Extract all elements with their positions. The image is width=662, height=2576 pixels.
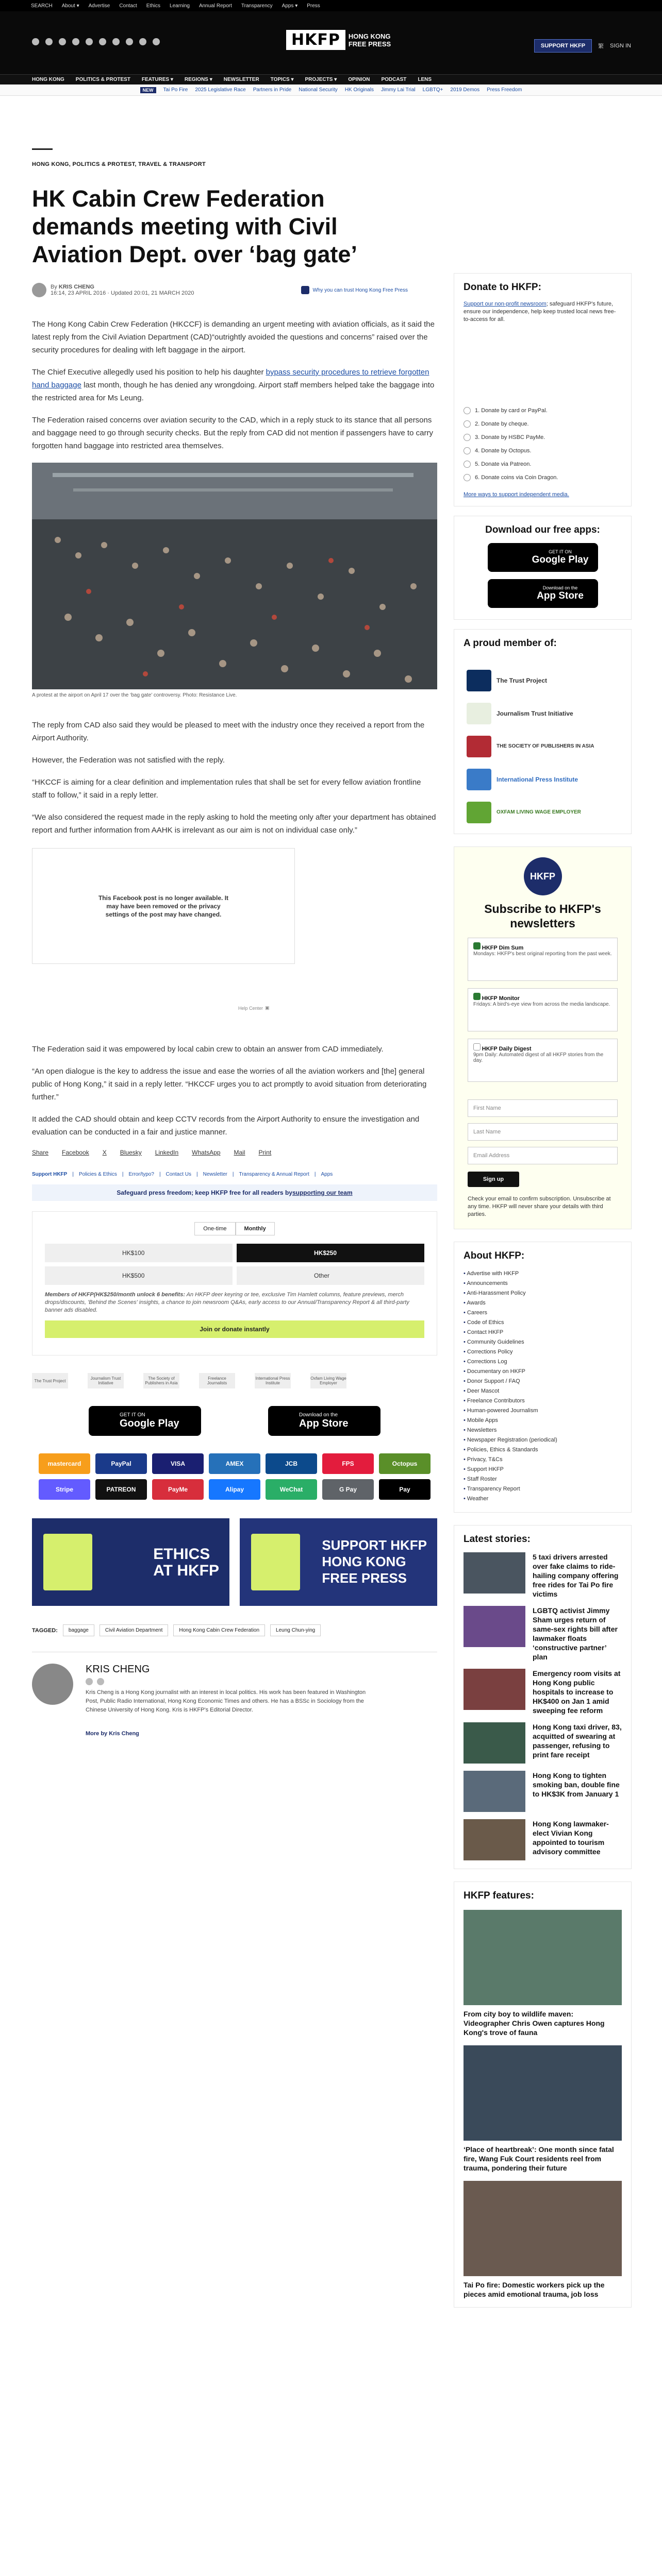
payment-logo: WeChat bbox=[266, 1479, 317, 1500]
site-logo[interactable] bbox=[286, 30, 391, 50]
nav-politics[interactable]: POLITICS & PROTEST bbox=[75, 77, 130, 82]
first-name-input[interactable]: First Name bbox=[468, 1099, 618, 1117]
last-name-input[interactable]: Last Name bbox=[468, 1123, 618, 1141]
sopa-logo[interactable]: THE SOCIETY OF PUBLISHERS IN ASIA bbox=[467, 736, 619, 757]
about-link[interactable]: • Contact HKFP bbox=[464, 1328, 622, 1337]
telegram-icon[interactable] bbox=[99, 38, 106, 45]
jti-logo[interactable]: Journalism Trust Initiative bbox=[88, 1373, 124, 1388]
tag-link[interactable]: Leung Chun-ying bbox=[270, 1624, 321, 1636]
nav-topics[interactable]: TOPICS ▾ bbox=[270, 77, 294, 82]
paragraph: “HKCCF is aiming for a clear definition and implementation rules that shall be set for every fellow aviation frontline staff to follow,” it said in a reply letter. bbox=[32, 778, 421, 800]
author-social bbox=[86, 1678, 104, 1685]
article-photo[interactable] bbox=[32, 463, 437, 689]
story-title[interactable]: Emergency room visits at Hong Kong public hospitals to increase to HK$400 on Jan 1 amid sweeping fee reform bbox=[533, 1669, 621, 1715]
ethics-banner[interactable] bbox=[32, 1518, 229, 1606]
donate-spacer bbox=[464, 324, 622, 401]
trending-bar bbox=[0, 84, 662, 96]
footer-link[interactable]: Error/typo? bbox=[128, 1172, 154, 1177]
about-link[interactable]: • Weather bbox=[464, 1494, 622, 1504]
trending-link[interactable]: Press Freedom bbox=[487, 87, 522, 93]
radio-icon bbox=[464, 447, 471, 454]
newsletter-option-dimsum[interactable]: HKFP Dim Sum Mondays: HKFP's best original reporting from the past week. bbox=[468, 938, 618, 981]
payment-logo: VISA bbox=[152, 1453, 204, 1474]
more-by-author-link[interactable]: More by Kris Cheng bbox=[86, 1731, 139, 1737]
whatsapp-icon[interactable] bbox=[112, 38, 120, 45]
footer-link[interactable]: Transparency & Annual Report bbox=[239, 1172, 309, 1177]
share-whatsapp[interactable]: WhatsApp bbox=[192, 1149, 221, 1156]
title-rule bbox=[32, 148, 53, 150]
share-linkedin[interactable]: LinkedIn bbox=[155, 1149, 179, 1156]
paragraph: “We also considered the request made in the reply asking to hold the meeting only after your department has obtained report and further information from AAHK is irrelevant as our aim is not on individual case only.” bbox=[32, 813, 436, 835]
byline-text: By KRIS CHENG 16:14, 23 APRIL 2016 · Updated 20:01, 21 MARCH 2020 bbox=[51, 284, 194, 296]
newsletter-box bbox=[454, 846, 632, 1229]
about-title: About HKFP: bbox=[464, 1250, 525, 1261]
payment-logo: PayPal bbox=[95, 1453, 147, 1474]
social-icons bbox=[32, 38, 160, 45]
top-link-advertise[interactable]: Advertise bbox=[88, 3, 110, 9]
story-title[interactable]: 5 taxi drivers arrested over fake claims to ride-hailing company offering free rides for Tai Po fire victims bbox=[533, 1553, 619, 1598]
youtube-icon[interactable] bbox=[72, 38, 79, 45]
feature-image[interactable] bbox=[464, 1910, 622, 2005]
trending-link[interactable]: Jimmy Lai Trial bbox=[380, 87, 416, 93]
deer-mascot-icon bbox=[43, 1534, 92, 1590]
story-title[interactable]: LGBTQ activist Jimmy Sham urges return of same-sex rights bill after lawmaker floats ‘constructive partner’ plan bbox=[533, 1606, 618, 1661]
about-link[interactable]: • Community Guidelines bbox=[464, 1337, 622, 1347]
top-utility-bar bbox=[0, 0, 662, 11]
author-bio: Kris Cheng is a Hong Kong journalist with an interest in local politics. His work has been featured in Washington Post, Public Radio International, Hong Kong Economic Times and others. He has a BSSc in Sociology from the Chinese University of Hong Kong. Kris is HKFP's Editorial Director. bbox=[86, 1689, 366, 1713]
feature-title[interactable]: From city boy to wildlife maven: Videographer Chris Owen captures Hong Kong's trove of fauna bbox=[464, 2010, 605, 2037]
paragraph: It added the CAD should obtain and keep CCTV records from the Airport Authority to ensure the investigation and evaluation can be conducted in a fair and justice manner. bbox=[32, 1115, 420, 1137]
linkedin-icon[interactable] bbox=[86, 38, 93, 45]
payment-logo: AMEX bbox=[209, 1453, 260, 1474]
trust-icon bbox=[301, 286, 309, 294]
jti-logo[interactable]: Journalism Trust Initiative bbox=[467, 703, 619, 724]
about-link[interactable]: • Corrections Log bbox=[464, 1357, 622, 1367]
payment-logo: PATREON bbox=[95, 1479, 147, 1500]
twitter-icon[interactable] bbox=[32, 38, 39, 45]
top-link-annual-report[interactable]: Annual Report bbox=[198, 3, 232, 9]
radio-icon bbox=[464, 407, 471, 414]
about-link[interactable]: • Advertise with HKFP bbox=[464, 1269, 622, 1279]
about-link[interactable]: • Donor Support / FAQ bbox=[464, 1377, 622, 1386]
share-x[interactable]: X bbox=[102, 1149, 107, 1156]
nav-features[interactable]: FEATURES ▾ bbox=[141, 77, 173, 82]
paragraph: The reply from CAD also said they would be pleased to meet with the industry once they received a report from the Airport Authority. bbox=[32, 721, 425, 742]
share-mail[interactable]: Mail bbox=[234, 1149, 245, 1156]
more-ways-link[interactable]: More ways to support independent media. bbox=[464, 492, 569, 498]
features-list bbox=[464, 1910, 622, 2299]
trust-project-logo[interactable]: The Trust Project bbox=[32, 1373, 68, 1388]
about-link[interactable]: • Policies, Ethics & Standards bbox=[464, 1445, 622, 1455]
sopa-logo[interactable]: The Society of Publishers in Asia bbox=[143, 1373, 179, 1388]
about-link[interactable]: • Anti-Harassment Policy bbox=[464, 1289, 622, 1298]
donate-box bbox=[454, 273, 632, 506]
payment-logo: FPS bbox=[322, 1453, 374, 1474]
trust-project-logo[interactable]: The Trust Project bbox=[467, 670, 619, 691]
about-link[interactable]: • Announcements bbox=[464, 1279, 622, 1289]
nav-opinion[interactable]: OPINION bbox=[348, 77, 370, 82]
support-hkfp-button[interactable]: SUPPORT HKFP bbox=[534, 39, 592, 53]
footer-link[interactable]: Support HKFP bbox=[32, 1172, 68, 1177]
top-link-ethics[interactable]: Ethics bbox=[146, 3, 161, 9]
jti-icon bbox=[467, 703, 491, 724]
latest-list bbox=[464, 1552, 622, 1860]
author-link[interactable]: KRIS CHENG bbox=[58, 284, 94, 290]
donate-option[interactable]: 5. Donate via Patreon. bbox=[464, 461, 622, 468]
trending-link[interactable]: Tai Po Fire bbox=[163, 87, 188, 93]
radio-icon bbox=[464, 420, 471, 428]
footer-link[interactable]: Policies & Ethics bbox=[78, 1172, 117, 1177]
app-store-badge[interactable]: Download on the App Store bbox=[488, 579, 598, 608]
paragraph: The Federation said it was empowered by local cabin crew to obtain an answer from CAD immediately. bbox=[32, 1045, 384, 1054]
newsletter-option-monitor[interactable]: HKFP Monitor Fridays: A bird's-eye view from across the media landscape. bbox=[468, 988, 618, 1031]
instagram-icon[interactable] bbox=[59, 38, 66, 45]
share-label[interactable]: Share bbox=[32, 1149, 49, 1156]
payment-methods bbox=[32, 1453, 437, 1500]
top-link-about[interactable]: About ▾ bbox=[61, 3, 79, 9]
proud-member-box bbox=[454, 629, 632, 834]
top-link-apps[interactable]: Apps ▾ bbox=[282, 3, 298, 9]
radio-icon bbox=[464, 474, 471, 481]
share-facebook[interactable]: Facebook bbox=[62, 1149, 89, 1156]
story-thumbnail[interactable] bbox=[464, 1669, 525, 1710]
latest-box bbox=[454, 1525, 632, 1869]
proud-logos bbox=[454, 659, 631, 834]
article-tags bbox=[32, 1624, 437, 1636]
latest-story[interactable] bbox=[464, 1552, 622, 1599]
latest-story[interactable] bbox=[464, 1606, 622, 1662]
about-link[interactable]: • Corrections Policy bbox=[464, 1347, 622, 1357]
trust-project-icon bbox=[467, 670, 491, 691]
about-link[interactable]: • Deer Mascot bbox=[464, 1386, 622, 1396]
article-title: HK Cabin Crew Federation demands meeting with Civil Aviation Dept. over ‘bag gate’ bbox=[32, 185, 357, 267]
donate-option[interactable]: 3. Donate by HSBC PayMe. bbox=[464, 434, 622, 441]
payment-logo: Pay bbox=[379, 1479, 431, 1500]
story-thumbnail[interactable] bbox=[464, 1606, 525, 1647]
trending-link[interactable]: National Security bbox=[299, 87, 338, 93]
paragraph: The Chief Executive allegedly used his position to help his daughter bypass security procedures to retrieve forgotten hand baggage last month, though he has denied any wrongdoing. Airport staff members helped take the baggage into the restricted area for Ms Leung. bbox=[32, 368, 435, 402]
threads-icon[interactable] bbox=[126, 38, 133, 45]
photo-caption: A protest at the airport on April 17 over the ‘bag gate’ controversy. Photo: Resistance Live. bbox=[32, 692, 237, 698]
story-thumbnail[interactable] bbox=[464, 1552, 525, 1594]
trending-link[interactable]: 2025 Legislative Race bbox=[195, 87, 246, 93]
site-header bbox=[0, 11, 662, 74]
article-date: 16:14, 23 APRIL 2016 · Updated 20:01, 21 MARCH 2020 bbox=[51, 290, 194, 296]
logo-text: HONG KONG FREE PRESS bbox=[348, 32, 391, 48]
author-box bbox=[32, 1652, 437, 1750]
checkbox-checked-icon[interactable] bbox=[473, 993, 481, 1000]
monthly-tab[interactable]: Monthly bbox=[236, 1222, 275, 1235]
payment-logo: G Pay bbox=[322, 1479, 374, 1500]
features-title: HKFP features: bbox=[464, 1890, 534, 1901]
facebook-embed-notice: This Facebook post is no longer available. It may have been removed or the privacy settings of the post may have changed. bbox=[32, 848, 295, 964]
payment-logo: Octopus bbox=[379, 1453, 431, 1474]
feature-image[interactable] bbox=[464, 2181, 622, 2276]
latest-story[interactable] bbox=[464, 1771, 622, 1812]
tag-link[interactable]: Civil Aviation Department bbox=[100, 1624, 169, 1636]
radio-icon bbox=[464, 434, 471, 441]
payment-logo: Alipay bbox=[209, 1479, 260, 1500]
trending-link[interactable]: Partners in Pride bbox=[253, 87, 292, 93]
amount-option[interactable]: HK$100 bbox=[45, 1244, 233, 1262]
payment-logo: Stripe bbox=[39, 1479, 90, 1500]
logo-mark: HKFP bbox=[286, 30, 345, 50]
mastodon-icon[interactable] bbox=[153, 38, 160, 45]
tag-link[interactable]: Hong Kong Cabin Crew Federation bbox=[173, 1624, 265, 1636]
help-center-link[interactable]: Help Center ▣ bbox=[238, 1005, 270, 1011]
sign-up-button[interactable]: Sign up bbox=[468, 1172, 519, 1187]
top-link-contact[interactable]: Contact bbox=[119, 3, 137, 9]
amount-option[interactable]: Other bbox=[237, 1266, 424, 1285]
twitter-icon[interactable] bbox=[97, 1678, 104, 1685]
donate-option[interactable]: 4. Donate by Octopus. bbox=[464, 447, 622, 454]
banner-title: ETHICS AT HKFP bbox=[153, 1546, 219, 1579]
promo-banners bbox=[32, 1518, 437, 1606]
about-link[interactable]: • Code of Ethics bbox=[464, 1318, 622, 1328]
payment-logo: mastercard bbox=[39, 1453, 90, 1474]
amount-options bbox=[45, 1244, 424, 1285]
support-banner[interactable] bbox=[240, 1518, 437, 1606]
paragraph: The Hong Kong Cabin Crew Federation (HKCCF) is demanding an urgent meeting with aviation officials, as it said the latest reply from the Civil Aviation Department (CAD)“outrightly avoided the questions and concerns” raised over the security procedures for dealing with left baggage in the airport. bbox=[32, 320, 435, 354]
sign-in-link[interactable]: SIGN IN bbox=[610, 43, 631, 49]
apps-box bbox=[454, 516, 632, 620]
trending-link[interactable]: 2019 Demos bbox=[450, 87, 480, 93]
latest-title: Latest stories: bbox=[464, 1534, 531, 1545]
about-link[interactable]: • Awards bbox=[464, 1298, 622, 1308]
tags-label: TAGGED: bbox=[32, 1627, 58, 1634]
facebook-icon[interactable] bbox=[86, 1678, 93, 1685]
email-input[interactable]: Email Address bbox=[468, 1147, 618, 1164]
proud-title: A proud member of: bbox=[464, 638, 557, 649]
payment-logo: JCB bbox=[266, 1453, 317, 1474]
oxfam-icon bbox=[467, 802, 491, 823]
about-links bbox=[464, 1269, 622, 1504]
donate-option[interactable]: 2. Donate by cheque. bbox=[464, 420, 622, 428]
checkbox-icon[interactable] bbox=[473, 1043, 481, 1050]
article-categories[interactable]: HONG KONG, POLITICS & PROTEST, TRAVEL & TRANSPORT bbox=[32, 161, 206, 167]
about-link[interactable]: • Human-powered Journalism bbox=[464, 1406, 622, 1416]
nav-hong-kong[interactable]: HONG KONG bbox=[32, 77, 64, 82]
amount-option[interactable]: HK$500 bbox=[45, 1266, 233, 1285]
story-title[interactable]: Hong Kong to tighten smoking ban, double fine to HK$3K from January 1 bbox=[533, 1771, 620, 1798]
latest-story[interactable] bbox=[464, 1669, 622, 1715]
footer-link[interactable]: Contact Us bbox=[166, 1172, 192, 1177]
tag-link[interactable]: baggage bbox=[63, 1624, 94, 1636]
bluesky-icon[interactable] bbox=[139, 38, 146, 45]
newsletter-option-digest[interactable]: HKFP Daily Digest 9pm Daily: Automated digest of all HKFP stories from the day. bbox=[468, 1039, 618, 1082]
join-donate-button[interactable]: Join or donate instantly bbox=[45, 1320, 424, 1338]
deer-mascot-icon bbox=[251, 1534, 300, 1590]
ipi-icon bbox=[467, 769, 491, 790]
trust-link[interactable]: Why you can trust Hong Kong Free Press bbox=[301, 286, 408, 294]
support-team-link[interactable]: supporting our team bbox=[292, 1189, 353, 1196]
app-store-badge[interactable]: Download on the App Store bbox=[268, 1406, 380, 1436]
about-link[interactable]: • Mobile Apps bbox=[464, 1416, 622, 1426]
main-nav bbox=[0, 74, 662, 84]
nav-projects[interactable]: PROJECTS ▾ bbox=[305, 77, 337, 82]
about-link[interactable]: • Freelance Contributors bbox=[464, 1396, 622, 1406]
google-play-badge[interactable]: GET IT ON Google Play bbox=[89, 1406, 201, 1436]
apps-title: Download our free apps: bbox=[485, 524, 600, 535]
frequency-toggle bbox=[45, 1222, 424, 1235]
language-toggle[interactable]: 繁 bbox=[598, 43, 604, 49]
new-badge: NEW bbox=[140, 87, 156, 93]
top-link-transparency[interactable]: Transparency bbox=[241, 3, 273, 9]
article-body bbox=[32, 318, 437, 1139]
trending-link[interactable]: LGBTQ+ bbox=[422, 87, 443, 93]
nav-newsletter[interactable]: NEWSLETTER bbox=[223, 77, 259, 82]
story-title[interactable]: Hong Kong taxi driver, 83, acquitted of swearing at passenger, refusing to print fare receipt bbox=[533, 1723, 622, 1759]
support-newsroom-link[interactable]: Support our non-profit newsroom bbox=[464, 301, 547, 307]
paragraph: However, the Federation was not satisfied with the reply. bbox=[32, 756, 225, 765]
safeguard-banner: Safeguard press freedom; keep HKFP free for all readers by supporting our team bbox=[32, 1184, 437, 1201]
about-link[interactable]: • Newspaper Registration (periodical) bbox=[464, 1435, 622, 1445]
about-link[interactable]: • Transparency Report bbox=[464, 1484, 622, 1494]
author-avatar bbox=[32, 283, 46, 297]
top-link-press[interactable]: Press bbox=[307, 3, 320, 9]
share-bluesky[interactable]: Bluesky bbox=[120, 1149, 142, 1156]
donate-widget bbox=[32, 1211, 437, 1355]
member-benefits-text: Members of HKFP(HK$250/month unlock 6 benefits: An HKFP deer keyring or tee, exclusive Tim Hamlett columns, feature previews, merch drops/discounts, 'Behind the Scenes' insights, a chance to join newsroom Q&As, early access to our Annual/Transparency Report & all third-party banner ads disabled. bbox=[45, 1292, 409, 1313]
top-link-learning[interactable]: Learning bbox=[170, 3, 190, 9]
facebook-embed-footer bbox=[32, 964, 437, 1033]
share-print[interactable]: Print bbox=[258, 1149, 272, 1156]
sopa-icon bbox=[467, 736, 491, 757]
search-link[interactable]: SEARCH bbox=[31, 3, 53, 9]
story-title[interactable]: Hong Kong lawmaker-elect Vivian Kong appointed to tourism advisory committee bbox=[533, 1820, 609, 1856]
story-thumbnail[interactable] bbox=[464, 1722, 525, 1764]
ipi-logo[interactable]: International Press Institute bbox=[467, 769, 619, 790]
checkbox-checked-icon[interactable] bbox=[473, 942, 481, 950]
oxfam-logo[interactable]: OXFAM LIVING WAGE EMPLOYER bbox=[467, 802, 619, 823]
feature-title[interactable]: ‘Place of heartbreak’: One month since fatal fire, Wang Fuk Court residents reel from trauma, pondering their future bbox=[464, 2145, 614, 2172]
freelance-logo[interactable]: Freelance Journalists bbox=[199, 1373, 235, 1388]
help-icon: ▣ bbox=[265, 1005, 270, 1010]
about-link[interactable]: • Documentary on HKFP bbox=[464, 1367, 622, 1377]
payment-logo: PayMe bbox=[152, 1479, 204, 1500]
nav-podcast[interactable]: PODCAST bbox=[381, 77, 407, 82]
share-bar bbox=[32, 1149, 437, 1156]
paragraph: “An open dialogue is the key to address the issue and ease the worries of all the aviation workers and [the] general public of Hong Kong,” it said in a reply letter. “HKCCF urges you to act promptly to avoid situation from deteriorating further.” bbox=[32, 1067, 427, 1101]
donate-option[interactable]: 6. Donate coins via Coin Dragon. bbox=[464, 474, 622, 481]
about-link[interactable]: • Newsletters bbox=[464, 1426, 622, 1435]
donate-option[interactable]: 1. Donate by card or PayPal. bbox=[464, 407, 622, 414]
trending-link[interactable]: HK Originals bbox=[344, 87, 374, 93]
app-store-badges bbox=[32, 1406, 437, 1436]
google-play-badge[interactable]: GET IT ON Google Play bbox=[488, 543, 598, 572]
one-time-tab[interactable]: One-time bbox=[194, 1222, 235, 1235]
header-actions bbox=[534, 39, 631, 53]
feature-image[interactable] bbox=[464, 2045, 622, 2141]
article-column bbox=[32, 134, 437, 1750]
author-name[interactable]: KRIS CHENG bbox=[86, 1664, 150, 1675]
sidebar bbox=[454, 134, 632, 2308]
donate-title: Donate to HKFP: bbox=[464, 282, 541, 293]
latest-story[interactable] bbox=[464, 1722, 622, 1764]
footer-link[interactable]: Newsletter bbox=[203, 1172, 227, 1177]
byline bbox=[32, 283, 437, 297]
radio-icon bbox=[464, 461, 471, 468]
author-photo bbox=[32, 1664, 73, 1705]
facebook-icon[interactable] bbox=[45, 38, 53, 45]
amount-option-selected[interactable]: HK$250 bbox=[237, 1244, 424, 1262]
about-box bbox=[454, 1242, 632, 1513]
donate-intro: Support our non-profit newsroom; safeguard HKFP's future, ensure our independence, help keep trusted local news free-to-access for all. bbox=[464, 301, 616, 323]
oxfam-logo[interactable]: Oxfam Living Wage Employer bbox=[310, 1373, 346, 1388]
about-link[interactable]: • Privacy, T&Cs bbox=[464, 1455, 622, 1465]
inline-link[interactable]: bypass security procedures to retrieve forgotten hand baggage bbox=[32, 368, 429, 389]
features-box bbox=[454, 1882, 632, 2308]
about-link[interactable]: • Support HKFP bbox=[464, 1465, 622, 1475]
nav-regions[interactable]: REGIONS ▾ bbox=[184, 77, 212, 82]
paragraph: The Federation raised concerns over aviation security to the CAD, which in a reply stuck to its stance that all persons and baggage need to go through security checks. But the reply from CAD did not mention if passengers have to carry forgotten hand baggage into restricted area themselves. bbox=[32, 416, 433, 450]
story-thumbnail[interactable] bbox=[464, 1771, 525, 1812]
about-link[interactable]: • Careers bbox=[464, 1308, 622, 1318]
nav-lens[interactable]: LENS bbox=[418, 77, 432, 82]
footer-links: Support HKFP | Policies & Ethics | Error/typo? | Contact Us | Newsletter | Transparency & Annual Report | Apps bbox=[32, 1172, 333, 1177]
latest-story[interactable] bbox=[464, 1819, 622, 1860]
story-thumbnail[interactable] bbox=[464, 1819, 525, 1860]
signup-note: Check your email to confirm subscription. Unsubscribe at any time. HKFP will never share your details with third parties. bbox=[468, 1196, 611, 1217]
footer-link[interactable]: Apps bbox=[321, 1172, 333, 1177]
ipi-logo[interactable]: International Press Institute bbox=[255, 1373, 291, 1388]
feature-title[interactable]: Tai Po fire: Domestic workers pick up the pieces amid emotional trauma, job loss bbox=[464, 2281, 605, 2298]
member-logos bbox=[32, 1373, 437, 1388]
about-link[interactable]: • Staff Roster bbox=[464, 1475, 622, 1484]
banner-title: SUPPORT HKFP HONG KONG FREE PRESS bbox=[322, 1537, 427, 1586]
newsletter-title: Subscribe to HKFP's newsletters bbox=[484, 902, 601, 930]
hkfp-logo: HKFP bbox=[524, 857, 562, 895]
